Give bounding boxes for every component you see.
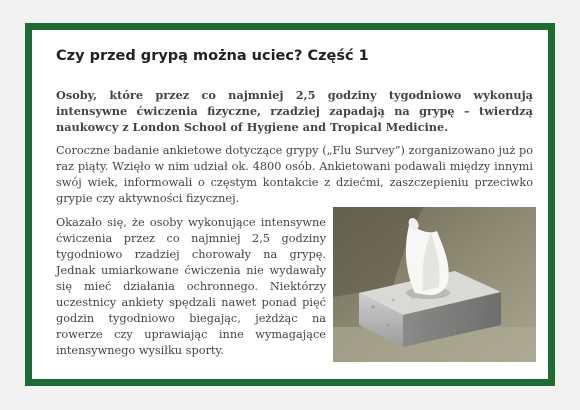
article-paragraph-2: Okazało się, że osoby wykonujące intensywne ćwiczenia przez co najmniej 2,5 godziny tygodniowo rzadziej chorowały na grypę. Jednak umiarkowane ćwiczenia nie wydawały się mieć działania ochronnego. Niektórzy uczestnicy ankiety spędzali nawet ponad pięć godzin tygodniowo biegając, jeżdżąc na rowerze czy uprawiając inne wymagające intensywnego wysiłku sporty. [56,216,326,357]
article-lead: Osoby, które przez co najmniej 2,5 godziny tygodniowo wykonują intensywne ćwiczenia fizyczne, rzadziej zapadają na grypę – twierdzą naukowcy z London School of Hygiene and Tropical Medicine. [56,88,533,134]
tissue-box-photo [333,207,536,362]
article-frame [25,23,555,386]
article-title: Czy przed grypą można uciec? Część 1 [56,48,369,64]
article-paragraph-1: Coroczne badanie ankietowe dotyczące grypy („Flu Survey”) zorganizowano już po raz piąty. Wzięło w nim udział ok. 4800 osób. Ankietowani podawali między innymi swój wiek, informowali o częstym kontakcie z dziećmi, zaszczepieniu przeciwko grypie czy aktywności fizycznej. [56,144,533,205]
tissue-box-illustration [333,207,536,362]
